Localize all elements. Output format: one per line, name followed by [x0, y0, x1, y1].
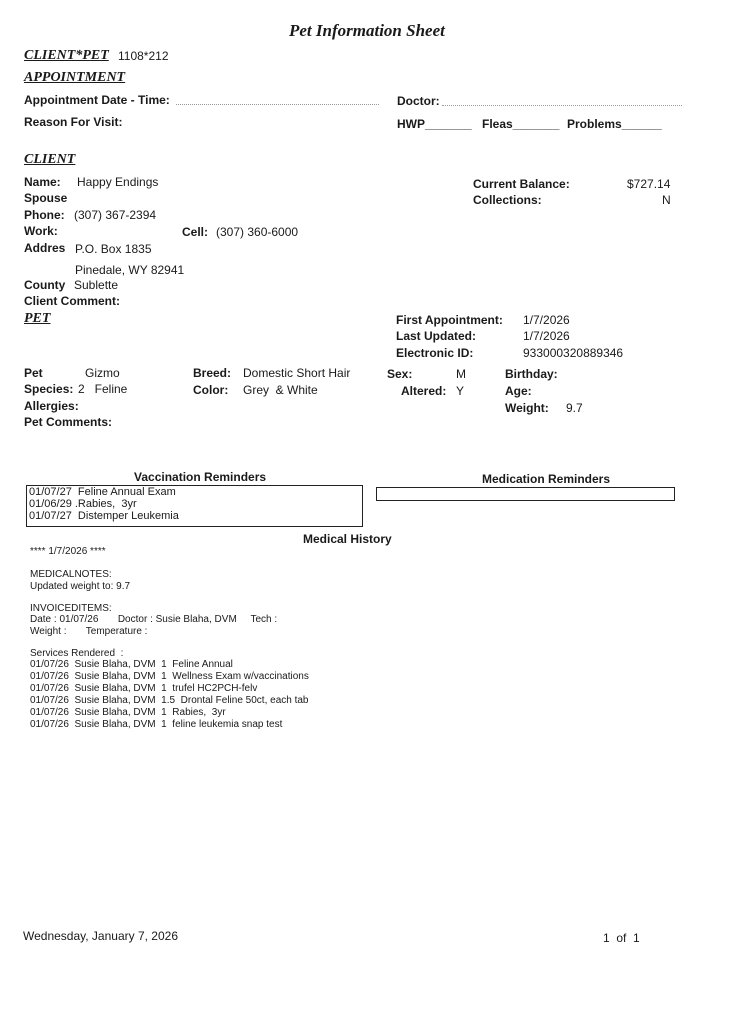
- client-pet-value: 1108*212: [118, 49, 169, 63]
- sex-label: Sex:: [387, 367, 413, 381]
- table-row: 01/07/26 Susie Blaha, DVM 1 Feline Annual: [30, 659, 233, 670]
- name-label: Name:: [24, 175, 61, 189]
- table-row: 01/07/26 Susie Blaha, DVM 1.5 Drontal Feline 50ct, each tab: [30, 695, 309, 706]
- table-row: 01/07/26 Susie Blaha, DVM 1 Rabies, 3yr: [30, 707, 226, 718]
- medical-history-heading: Medical History: [303, 532, 392, 546]
- birthday-label: Birthday:: [505, 367, 558, 381]
- current-balance: $727.14: [627, 177, 671, 191]
- footer-date: Wednesday, January 7, 2026: [23, 929, 178, 943]
- pet-altered: Y: [456, 384, 465, 398]
- table-row: 01/07/26 Susie Blaha, DVM 1 trufel HC2PCH-felv: [30, 683, 258, 694]
- vaccination-reminders-heading: Vaccination Reminders: [134, 470, 267, 484]
- services-list: [30, 659, 309, 731]
- doctor-line: [442, 105, 682, 106]
- age-label: Age:: [505, 384, 532, 398]
- electronic-id-label: Electronic ID:: [396, 346, 474, 360]
- problems-label: Problems______: [567, 117, 662, 131]
- invoiced-items-heading: INVOICEDITEMS:: [30, 603, 112, 614]
- list-item: 01/07/27 Feline Annual Exam: [29, 486, 176, 498]
- allergies-label: Allergies:: [24, 399, 79, 413]
- vaccination-reminders-box: [26, 485, 363, 527]
- fleas-label: Fleas_______: [482, 117, 560, 131]
- pet-species: 2 Feline: [78, 382, 128, 396]
- last-updated: 1/7/2026: [523, 329, 570, 343]
- client-cell: (307) 360-6000: [216, 225, 299, 239]
- pet-name: Gizmo: [85, 366, 120, 380]
- hwp-label: HWP_______: [397, 117, 472, 131]
- cell-label: Cell:: [182, 225, 209, 239]
- pet-comments-label: Pet Comments:: [24, 415, 113, 429]
- weight-label: Weight:: [505, 401, 549, 415]
- county-label: County: [24, 278, 66, 292]
- appointment-date-time-label: Appointment Date - Time:: [24, 93, 170, 107]
- medication-reminders-heading: Medication Reminders: [482, 472, 611, 486]
- address-line2: Pinedale, WY 82941: [75, 263, 185, 277]
- pet-sex: M: [456, 367, 466, 381]
- medical-notes-heading: MEDICALNOTES:: [30, 569, 112, 580]
- pet-label: Pet: [24, 366, 43, 380]
- page-title: Pet Information Sheet: [289, 21, 445, 40]
- color-label: Color:: [193, 383, 229, 397]
- collections-value: N: [662, 193, 671, 207]
- table-row: 01/07/26 Susie Blaha, DVM 1 Wellness Exam w/vaccinations: [30, 671, 309, 682]
- pet-breed: Domestic Short Hair: [243, 366, 351, 380]
- appointment-heading: APPOINTMENT: [24, 70, 126, 85]
- last-updated-label: Last Updated:: [396, 329, 477, 343]
- client-county: Sublette: [74, 278, 119, 292]
- page-number: 1 of 1: [603, 931, 640, 945]
- species-label: Species:: [24, 382, 74, 396]
- invoice-line-2: Weight : Temperature :: [30, 626, 148, 637]
- doctor-label: Doctor:: [397, 94, 440, 108]
- collections-label: Collections:: [473, 193, 542, 207]
- invoice-line-1: Date : 01/07/26 Doctor : Susie Blaha, DVM Tech :: [30, 614, 278, 625]
- phone-label: Phone:: [24, 208, 65, 222]
- medication-reminders-box: [376, 487, 675, 501]
- client-heading: CLIENT: [24, 152, 76, 167]
- breed-label: Breed:: [193, 366, 232, 380]
- list-item: 01/06/29 .Rabies, 3yr: [29, 498, 137, 510]
- first-appointment: 1/7/2026: [523, 313, 570, 327]
- current-balance-label: Current Balance:: [473, 177, 570, 191]
- appointment-date-line: [176, 104, 379, 105]
- pet-color: Grey & White: [243, 383, 318, 397]
- pet-weight: 9.7: [566, 401, 583, 415]
- reason-label: Reason For Visit:: [24, 115, 123, 129]
- client-pet-label: CLIENT*PET: [24, 48, 109, 63]
- services-rendered-heading: Services Rendered :: [30, 648, 124, 659]
- history-date-line: **** 1/7/2026 ****: [30, 546, 106, 557]
- table-row: 01/07/26 Susie Blaha, DVM 1 feline leukemia snap test: [30, 719, 283, 730]
- spouse-label: Spouse: [24, 191, 68, 205]
- work-label: Work:: [24, 224, 58, 238]
- client-name: Happy Endings: [77, 175, 159, 189]
- electronic-id: 933000320889346: [523, 346, 624, 360]
- address-line1: P.O. Box 1835: [75, 242, 152, 256]
- altered-label: Altered:: [401, 384, 447, 398]
- medical-notes-line: Updated weight to: 9.7: [30, 581, 131, 592]
- pet-heading: PET: [24, 311, 51, 326]
- client-phone: (307) 367-2394: [74, 208, 157, 222]
- first-appointment-label: First Appointment:: [396, 313, 503, 327]
- address-label: Addres: [24, 241, 66, 255]
- list-item: 01/07/27 Distemper Leukemia: [29, 510, 179, 522]
- client-comment-label: Client Comment:: [24, 294, 120, 308]
